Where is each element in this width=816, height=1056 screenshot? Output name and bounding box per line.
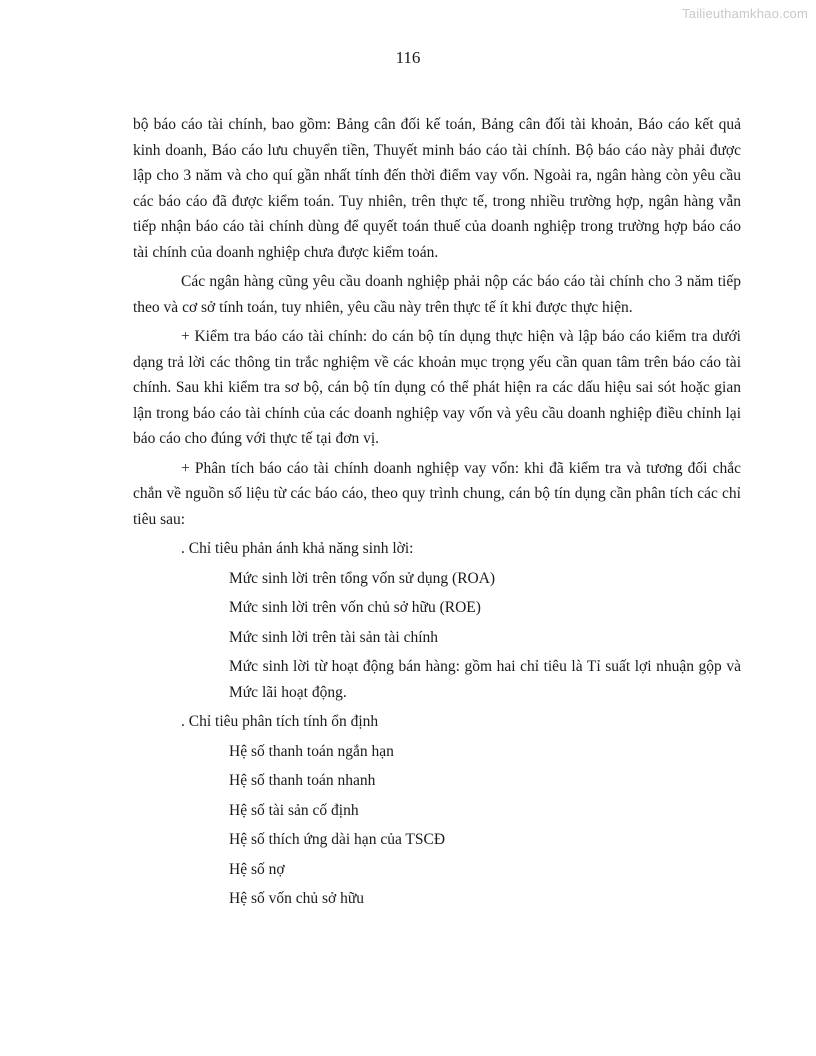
list-item: Hệ số thanh toán nhanh xyxy=(229,772,376,789)
list-item: Hệ số vốn chủ sở hữu xyxy=(229,890,364,907)
list-item: Hệ số tài sản cố định xyxy=(229,801,359,819)
paragraph: + Phân tích báo cáo tài chính doanh nghiệp vay vốn: khi đã kiểm tra và tương đối chắc chắn về nguồn số liệu từ các báo cáo, theo quy trình chung, cán bộ tín dụng cần phân tích các chỉ tiêu sau: xyxy=(133,459,741,528)
list-item: Mức sinh lời từ hoạt động bán hàng: gồm hai chỉ tiêu là Tỉ suất lợi nhuận gộp và Mức lãi hoạt động. xyxy=(229,658,741,701)
paragraph: bộ báo cáo tài chính, bao gồm: Bảng cân đối kế toán, Bảng cân đối tài khoản, Báo cáo kết quả kinh doanh, Báo cáo lưu chuyển tiền, Thuyết minh báo cáo tài chính. Bộ báo cáo này phải được lập cho 3 năm và cho quí gần nhất tính đến thời điểm vay vốn. Ngoài ra, ngân hàng còn yêu cầu các báo cáo đã được kiểm toán. Tuy nhiên, trên thực tế, trong nhiều trường hợp, ngân hàng vẫn tiếp nhận báo cáo tài chính dùng để quyết toán thuế của doanh nghiệp trong trường hợp báo cáo tài chính của doanh nghiệp chưa được kiểm toán. xyxy=(133,116,741,261)
section-heading: . Chỉ tiêu phản ánh khả năng sinh lời: xyxy=(181,540,414,557)
paragraph: Các ngân hàng cũng yêu cầu doanh nghiệp phải nộp các báo cáo tài chính cho 3 năm tiếp theo và cơ sở tính toán, tuy nhiên, yêu cầu này trên thực tế ít khi được thực hiện. xyxy=(133,273,741,316)
list-item: Mức sinh lời trên vốn chủ sở hữu (ROE) xyxy=(229,599,481,616)
list-item: Mức sinh lời trên tài sản tài chính xyxy=(229,628,439,646)
list-item: Hệ số thích ứng dài hạn của TSCĐ xyxy=(229,831,446,848)
stability-indicators-section xyxy=(133,709,741,912)
list-item: Mức sinh lời trên tổng vốn sử dụng (ROA) xyxy=(229,569,496,587)
watermark-text: Tailieuthamkhao.com xyxy=(682,6,808,21)
list-item: Hệ số thanh toán ngắn hạn xyxy=(229,742,394,760)
page-number: 116 xyxy=(395,48,421,67)
paragraph: + Kiểm tra báo cáo tài chính: do cán bộ tín dụng thực hiện và lập báo cáo kiểm tra dưới dạng trả lời các thông tin trắc nghiệm về các khoản mục trọng yếu cần quan tâm trên báo cáo tài chính. Sau khi kiểm tra sơ bộ, cán bộ tín dụng có thể phát hiện ra các dấu hiệu sai sót hoặc gian lận trong báo cáo tài chính của các doanh nghiệp vay vốn và yêu cầu doanh nghiệp điều chỉnh lại báo cáo cho đúng với thực tế tại đơn vị. xyxy=(133,328,741,447)
profitability-indicators-section xyxy=(133,536,741,705)
body-text xyxy=(133,112,741,916)
section-heading: . Chỉ tiêu phân tích tính ổn định xyxy=(181,713,379,730)
list-item: Hệ số nợ xyxy=(229,860,285,878)
